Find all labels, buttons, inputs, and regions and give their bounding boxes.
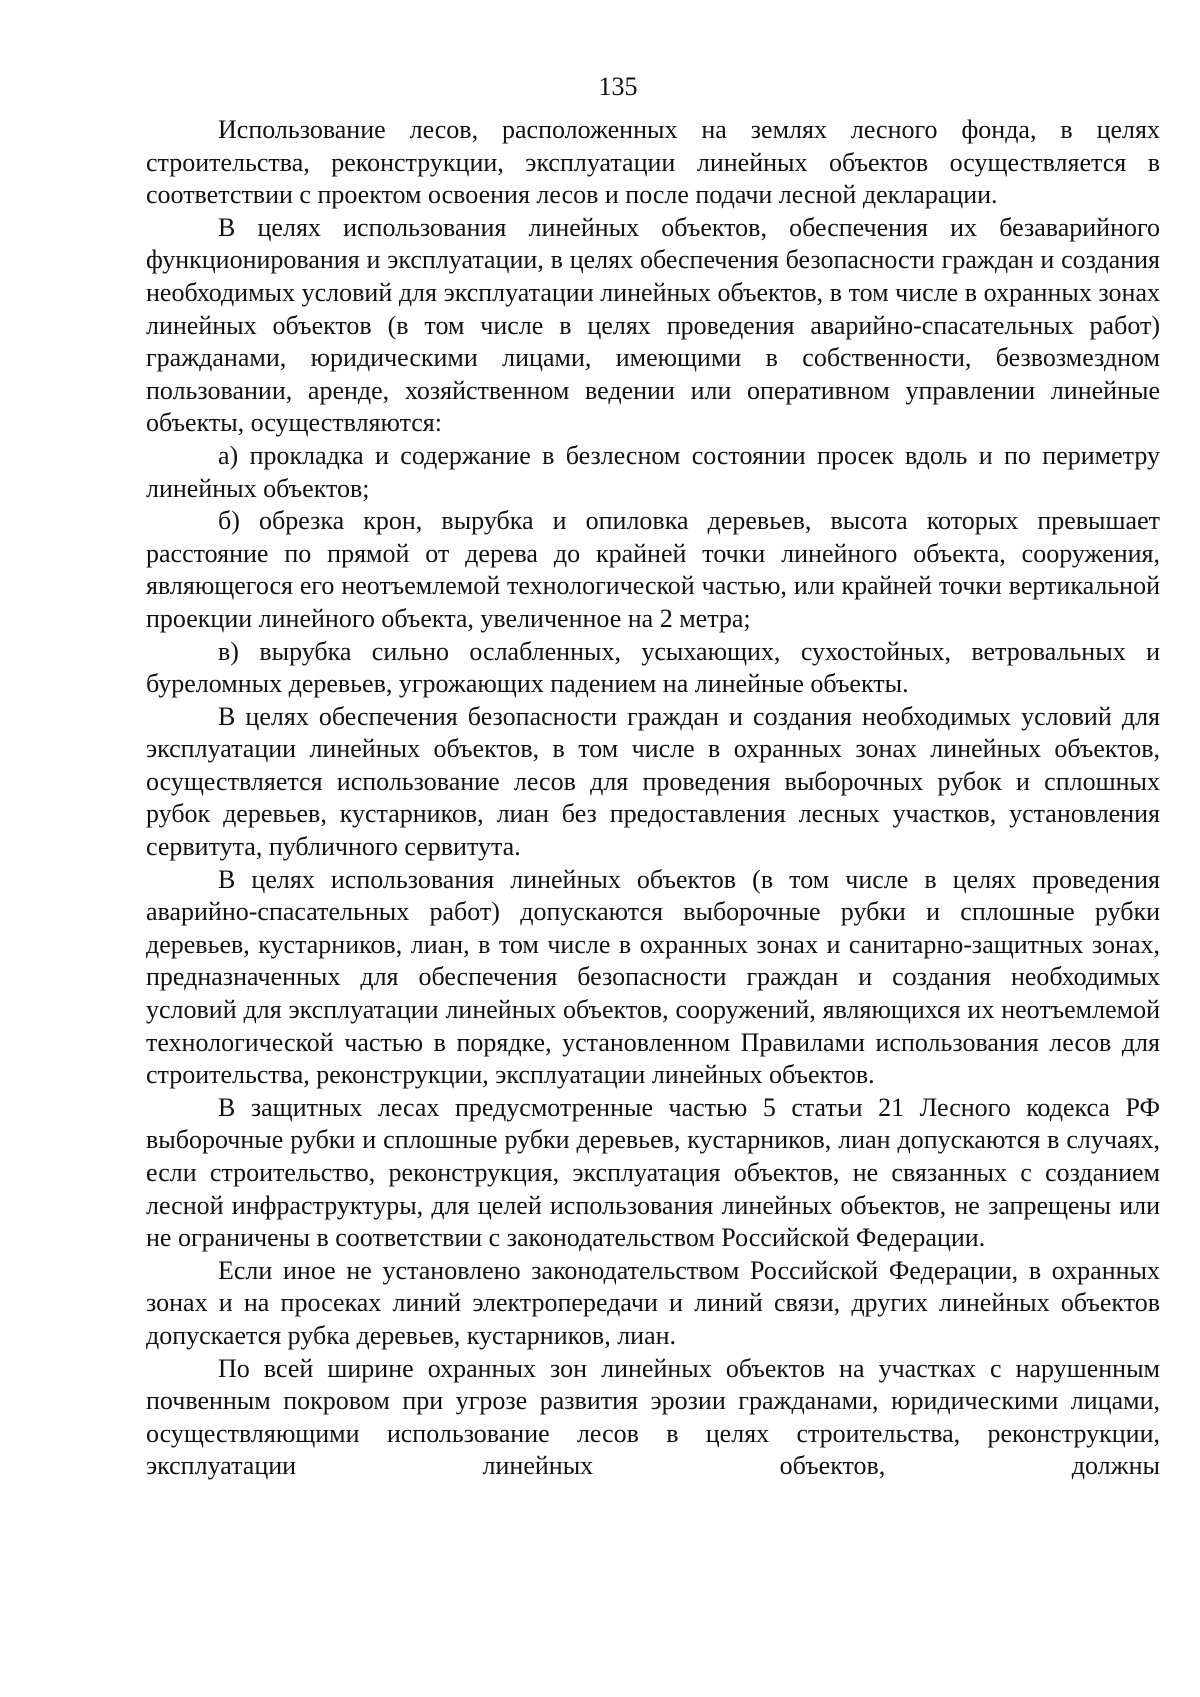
paragraph: В целях обеспечения безопасности граждан и создания необходимых условий для эксплуатации линейных объектов, в том числе в охранных зонах линейных объектов, осуществляется использование лесов для проведения выборочных рубок и сплошных рубок деревьев, кустарников, лиан без предоставления лесных участков, установления сервитута, публичного сервитута. (146, 701, 1160, 862)
paragraph: В целях использования линейных объектов (в том числе в целях проведения аварийно-спасательных работ) допускаются выборочные рубки и сплошные рубки деревьев, кустарников, лиан, в том числе в охранных зонах и санитарно-защитных зонах, предназначенных для обеспечения безопасности граждан и создания необходимых условий для эксплуатации линейных объектов, сооружений, являющихся их неотъемлемой технологической частью в порядке, установленном Правилами использования лесов для строительства, реконструкции, эксплуатации линейных объектов. (146, 864, 1160, 1090)
paragraph: В защитных лесах предусмотренные частью 5 статьи 21 Лесного кодекса РФ выборочные рубки и сплошные рубки деревьев, кустарников, лиан допускаются в случаях, если строительство, реконструкция, эксплуатация объектов, не связанных с созданием лесной инфраструктуры, для целей использования линейных объектов, не запрещены или не ограничены в соответствии с законодательством Российской Федерации. (146, 1092, 1160, 1253)
paragraph: в) вырубка сильно ослабленных, усыхающих, сухостойных, ветровальных и буреломных деревьев, угрожающих падением на линейные объекты. (146, 636, 1160, 699)
paragraph: Если иное не установлено законодательством Российской Федерации, в охранных зонах и на просеках линий электропередачи и линий связи, других линейных объектов допускается рубка деревьев, кустарников, лиан. (146, 1255, 1160, 1350)
paragraph: В целях использования линейных объектов, обеспечения их безаварийного функционирования и эксплуатации, в целях обеспечения безопасности граждан и создания необходимых условий для эксплуатации линейных объектов, в том числе в охранных зонах линейных объектов (в том числе в целях проведения аварийно-спасательных работ) гражданами, юридическими лицами, имеющими в собственности, безвозмездном пользовании, аренде, хозяйственном ведении или оперативном управлении линейные объекты, осуществляются: (146, 212, 1160, 438)
page-number: 135 (598, 72, 638, 101)
paragraph: По всей ширине охранных зон линейных объектов на участках с нарушенным почвенным покровом при угрозе развития эрозии гражданами, юридическими лицами, осуществляющими использование лесов в целях строительства, реконструкции, эксплуатации линейных объектов, должны (146, 1353, 1160, 1481)
paragraph: Использование лесов, расположенных на землях лесного фонда, в целях строительства, реконструкции, эксплуатации линейных объектов осуществляется в соответствии с проектом освоения лесов и после подачи лесной декларации. (146, 115, 1160, 210)
paragraph: а) прокладка и содержание в безлесном состоянии просек вдоль и по периметру линейных объектов; (146, 440, 1160, 503)
document-body (146, 114, 1160, 1483)
paragraph: б) обрезка крон, вырубка и опиловка деревьев, высота которых превышает расстояние по прямой от дерева до крайней точки линейного объекта, сооружения, являющегося его неотъемлемой технологической частью, или крайней точки вертикальной проекции линейного объекта, увеличенное на 2 метра; (146, 506, 1160, 633)
